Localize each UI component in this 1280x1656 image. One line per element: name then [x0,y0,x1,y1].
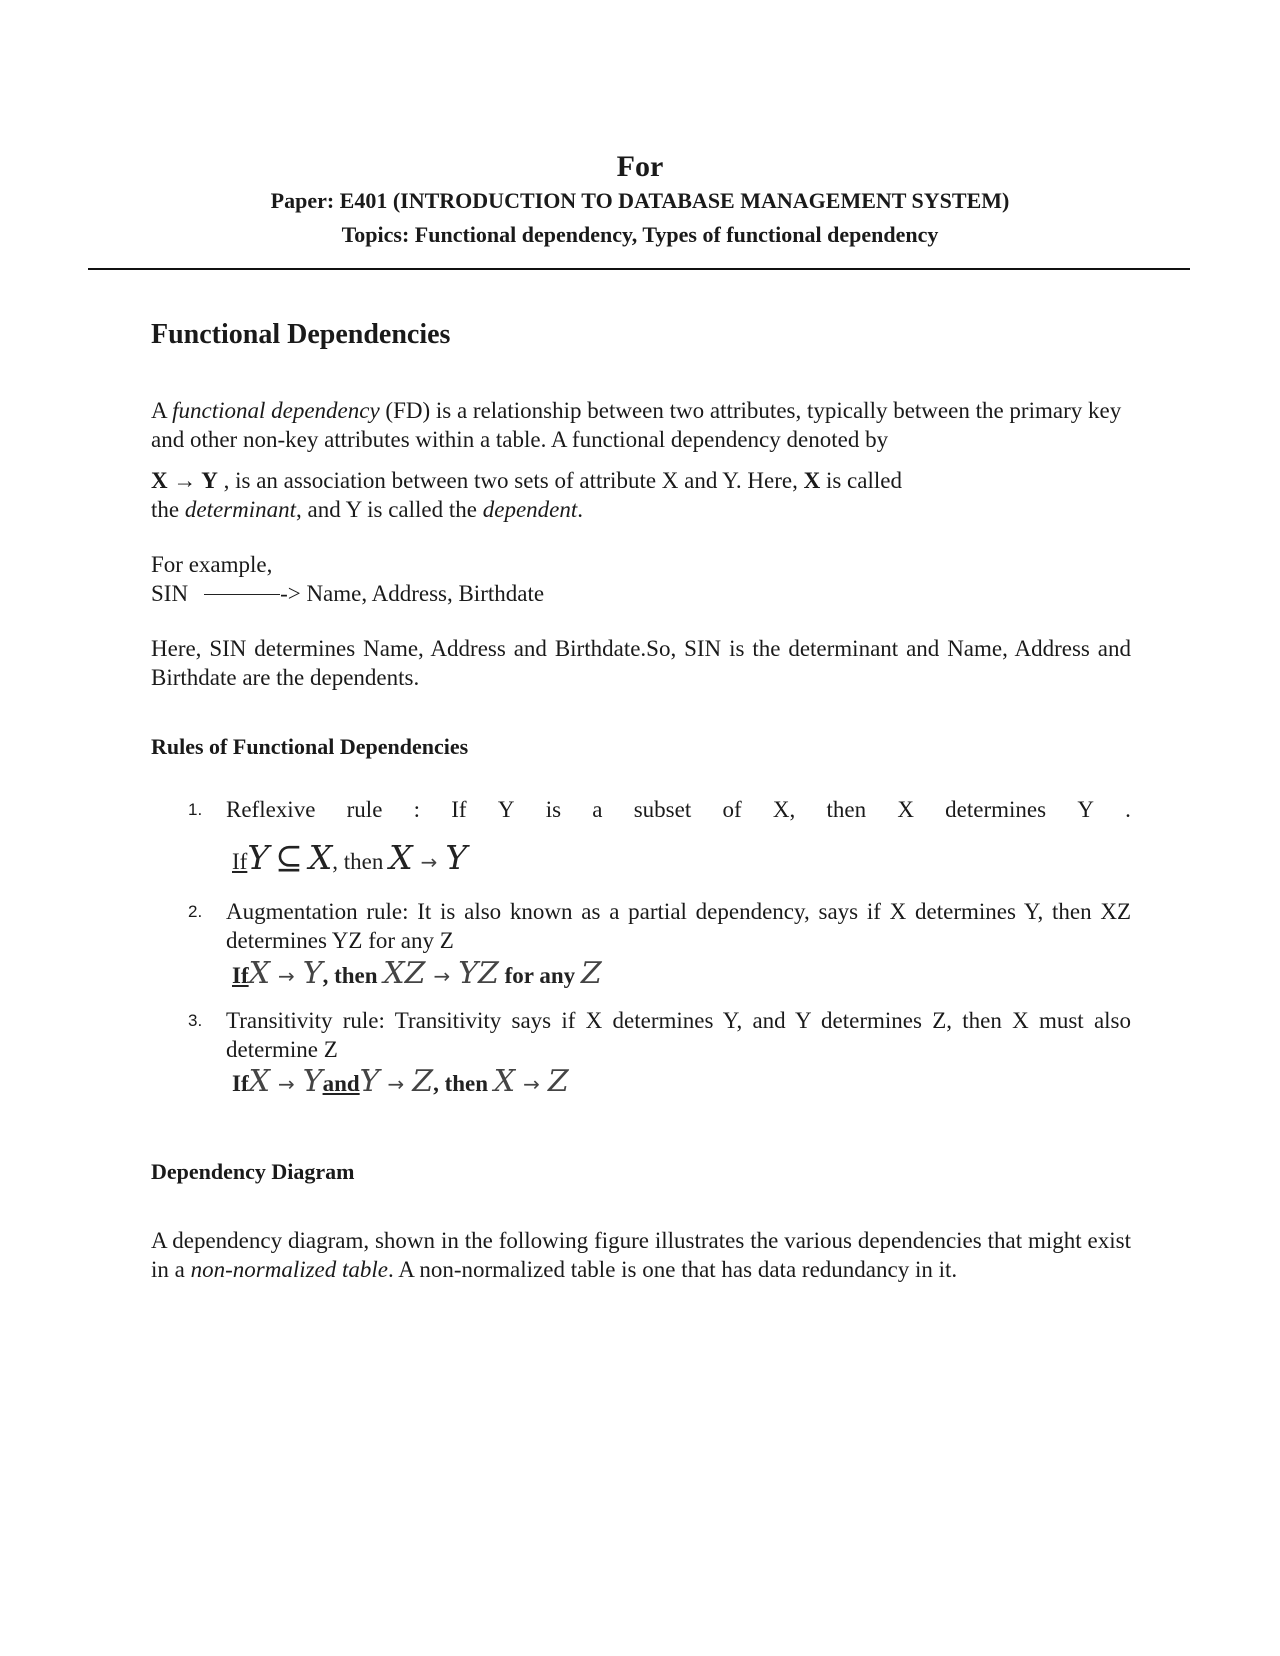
formula-reflexive: IfY ⊆ X, then X → Y [232,838,468,877]
example-explanation: Here, SIN determines Name, Address and Birthdate.So, SIN is the determinant and Name, Address and Birthdate are the dependents. [151,636,1131,690]
example-intro: For example, [151,552,273,577]
rule-augmentation: Augmentation rule: It is also known as a partial dependency, says if X determines Y, then XZ determines YZ for any Z [226,899,1131,953]
fd-notation-paragraph: X → Y , is an association between two sets of attribute X and Y. Here, X is called the determinant, and Y is called the dependent. [151,468,902,522]
doc-title: For [616,150,664,183]
formula-augmentation: IfX → Y, then XZ → YZ for any Z [232,956,602,991]
dependency-diagram-heading: Dependency Diagram [151,1159,355,1184]
term-non-normalized-table: non-normalized table [190,1257,389,1282]
topics-line: Topics: Functional dependency, Types of functional dependency [341,222,939,247]
section-heading-functional-dependencies: Functional Dependencies [151,319,451,350]
example-fd: SIN -> Name, Address, Birthdate [151,581,545,606]
paper-title: Paper: E401 (INTRODUCTION TO DATABASE MANAGEMENT SYSTEM) [270,188,1010,213]
rule-number: 3. [188,1011,203,1030]
long-dash [204,594,280,595]
fd-definition-paragraph: A functional dependency (FD) is a relationship between two attributes, typically between the primary key and other non-key attributes within a table. A functional dependency denoted by [151,398,1122,452]
rule-number: 1. [188,800,203,819]
header-divider [88,268,1190,270]
term-determinant: determinant [184,497,297,522]
fd-notation: X → Y [151,468,218,493]
dependency-diagram-paragraph: A dependency diagram, shown in the following figure illustrates the various dependencies that might exist in a non-normalized table. A non-normalized table is one that has data redundancy in it. [151,1228,1131,1282]
rules-heading: Rules of Functional Dependencies [151,734,469,759]
term-functional-dependency: functional dependency [172,398,380,423]
rule-transitivity: Transitivity rule: Transitivity says if X determines Y, and Y determines Z, then X must also determine Z [226,1008,1131,1062]
rule-number: 2. [188,902,203,921]
term-dependent: dependent [482,497,578,522]
rule-reflexive: Reflexive rule : If Y is a subset of X, then X determines Y . [226,797,1131,822]
formula-transitivity: IfX → YandY → Z, then X → Z [232,1064,569,1099]
